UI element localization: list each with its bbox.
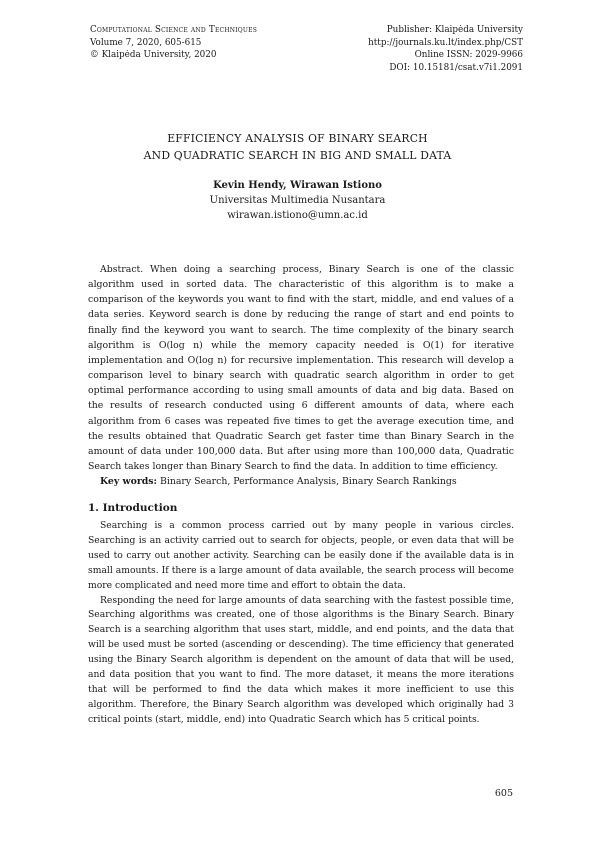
header-left (90, 24, 257, 62)
publisher: Publisher: Klaipėda University (386, 25, 523, 35)
header-right (368, 24, 523, 74)
volume-info: Volume 7, 2020, 605-615 (90, 37, 202, 48)
author-block (0, 178, 595, 223)
section-body (88, 519, 514, 728)
abstract (88, 262, 514, 489)
author-email: wirawan.istiono@umn.ac.id (227, 210, 368, 221)
section-heading: 1. Introduction (88, 502, 178, 514)
paper-title (0, 130, 595, 164)
title-line-1: EFFICIENCY ANALYSIS OF BINARY SEARCH (167, 132, 428, 145)
doi: DOI: 10.15181/csat.v7i1.2091 (389, 62, 523, 73)
abstract-text: Abstract. When doing a searching process, Binary Search is one of the classic algorithm used in sorted data. The characteristic of this algorithm is to make a comparison of the keywords you want to find with the start, middle, and end values of a data series. Keyword search is done by reducing the range of start and end points to finally find the keyword you want to search. The time complexity of the binary search algorithm is O(log n) while the memory capacity needed is O(1) for iterative implementation and O(log n) for recursive implementation. This research will develop a comparison level to binary search with quadratic search algorithm in order to get optimal performance according to using small amounts of data and big data. Based on the results of research conducted using 6 different amounts of data, where each algorithm from 6 cases was repeated five times to get the average execution time, and the results obtained that Quadratic Search get faster time than Binary Search in the amount of data under 100,000 data. But after using more than 100,000 data, Quadratic Search takes longer than Binary Search to find the data. In addition to time efficiency. (88, 264, 514, 473)
affiliation: Universitas Multimedia Nusantara (209, 195, 386, 206)
paragraph: Responding the need for large amounts of data searching with the fastest possible time, Searching algorithms was created, one of those algorithms is the Binary Search. Binary Search is a searching algorithm that uses start, middle, and end points, and the data that will be used must be sorted (ascending or descending). The time efficiency that generated using the Binary Search algorithm is dependent on the amount of data that will be used, and data position that you want to find. The more dataset, it means the more iterations that will be performed to find the data which makes it more inefficient to use this algorithm. Therefore, the Binary Search algorithm was developed which originally had 3 critical points (start, middle, end) into Quadratic Search which has 5 critical points. (88, 594, 514, 725)
author-names: Kevin Hendy, Wirawan Istiono (213, 180, 382, 191)
issn: Online ISSN: 2029-9966 (414, 50, 523, 60)
keywords: Binary Search, Performance Analysis, Binary Search Rankings (159, 476, 457, 488)
title-line-2: AND QUADRATIC SEARCH IN BIG AND SMALL DATA (143, 149, 452, 162)
journal-name: Computational Science and Techniques (90, 25, 258, 35)
keywords-line (88, 474, 514, 489)
page-number: 605 (494, 788, 513, 799)
paragraph: Searching is a common process carried out by many people in various circles. Searching is an activity carried out to search for objects, people, or even data that will be used to carry out another activity. Searching can be easily done if the available data is in small amounts. If there is a large amount of data available, the search process will become more complicated and need more time and effort to obtain the data. (88, 520, 514, 591)
keywords-label: Key words: (100, 476, 157, 488)
journal-url: http://journals.ku.lt/index.php/CST (368, 37, 523, 48)
copyright: © Klaipėda University, 2020 (90, 50, 217, 60)
